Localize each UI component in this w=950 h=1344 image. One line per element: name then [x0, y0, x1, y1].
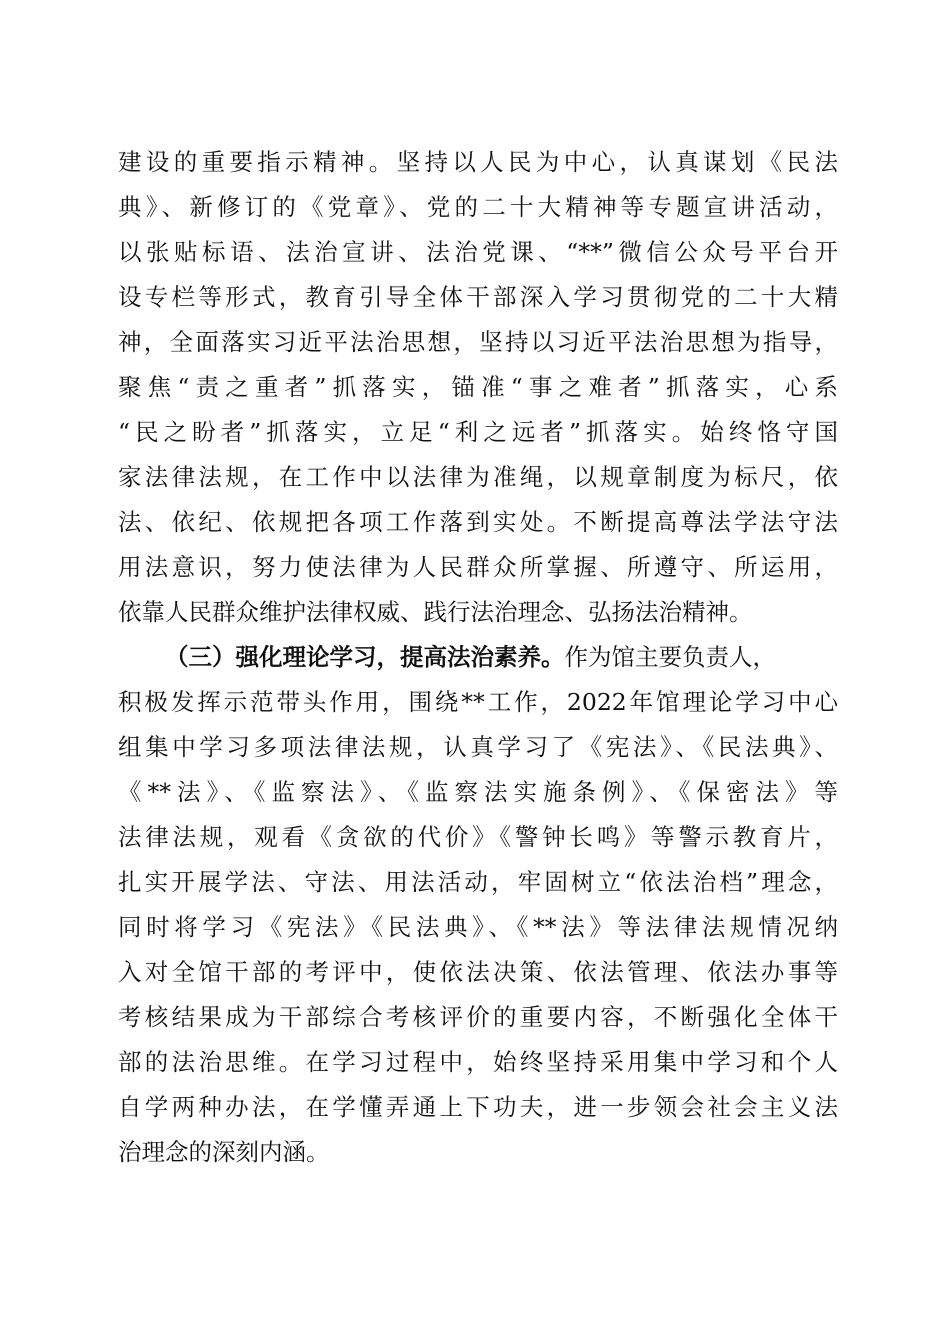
- text-line: 法律法规，观看《贪欲的代价》《警钟长鸣》等警示教育片，: [118, 823, 838, 851]
- paragraph-heading-line: [118, 635, 838, 680]
- text-line: 神，全面落实习近平法治思想，坚持以习近平法治思想为指导，: [118, 328, 838, 356]
- text-line: 用法意识，努力使法律为人民群众所掌握、所遵守、所运用，: [118, 553, 838, 581]
- text-line: 依靠人民群众维护法律权威、践行法治理念、弘扬法治精神。: [118, 598, 753, 626]
- text-line: 家法律法规，在工作中以法律为准绳，以规章制度为标尺，依: [118, 463, 838, 491]
- text-line: 《**法》、《监察法》、《监察法实施条例》、《保密法》等: [118, 778, 838, 806]
- text-line: 同时将学习《宪法》《民法典》、《**法》等法律法规情况纳: [118, 913, 838, 941]
- text-line: 以张贴标语、法治宣讲、法治党课、“**”微信公众号平台开: [118, 238, 838, 266]
- text-line: 入对全馆干部的考评中，使依法决策、依法管理、依法办事等: [118, 958, 838, 986]
- text-line: 聚焦“责之重者”抓落实，锚准“事之难者”抓落实，心系: [118, 373, 838, 401]
- text-line: 设专栏等形式，教育引导全体干部深入学习贯彻党的二十大精: [118, 283, 838, 311]
- text-line: “民之盼者”抓落实，立足“利之远者”抓落实。始终恪守国: [118, 418, 838, 446]
- section-heading: （三）强化理论学习，提高法治素养。: [165, 643, 565, 671]
- text-line: 法、依纪、依规把各项工作落到实处。不断提高尊法学法守法: [118, 508, 838, 536]
- text-line: 组集中学习多项法律法规，认真学习了《宪法》、《民法典》、: [118, 733, 838, 761]
- text-line: 部的法治思维。在学习过程中，始终坚持采用集中学习和个人: [118, 1048, 838, 1076]
- body-text: [118, 140, 838, 1175]
- text-line: 积极发挥示范带头作用，围绕**工作，2022年馆理论学习中心: [118, 688, 838, 716]
- text-line: 自学两种办法，在学懂弄通上下功夫，进一步领会社会主义法: [118, 1093, 838, 1121]
- text-line: 典》、新修订的《党章》、党的二十大精神等专题宣讲活动，: [118, 193, 838, 221]
- text-line: 建设的重要指示精神。坚持以人民为中心，认真谋划《民法: [118, 148, 838, 176]
- text-line: 考核结果成为干部综合考核评价的重要内容，不断强化全体干: [118, 1003, 838, 1031]
- heading-line-rest: 作为馆主要负责人，: [564, 643, 776, 671]
- text-line: 治理念的深刻内涵。: [118, 1138, 330, 1166]
- text-line: 扎实开展学法、守法、用法活动，牢固树立“依法治档”理念，: [118, 868, 838, 896]
